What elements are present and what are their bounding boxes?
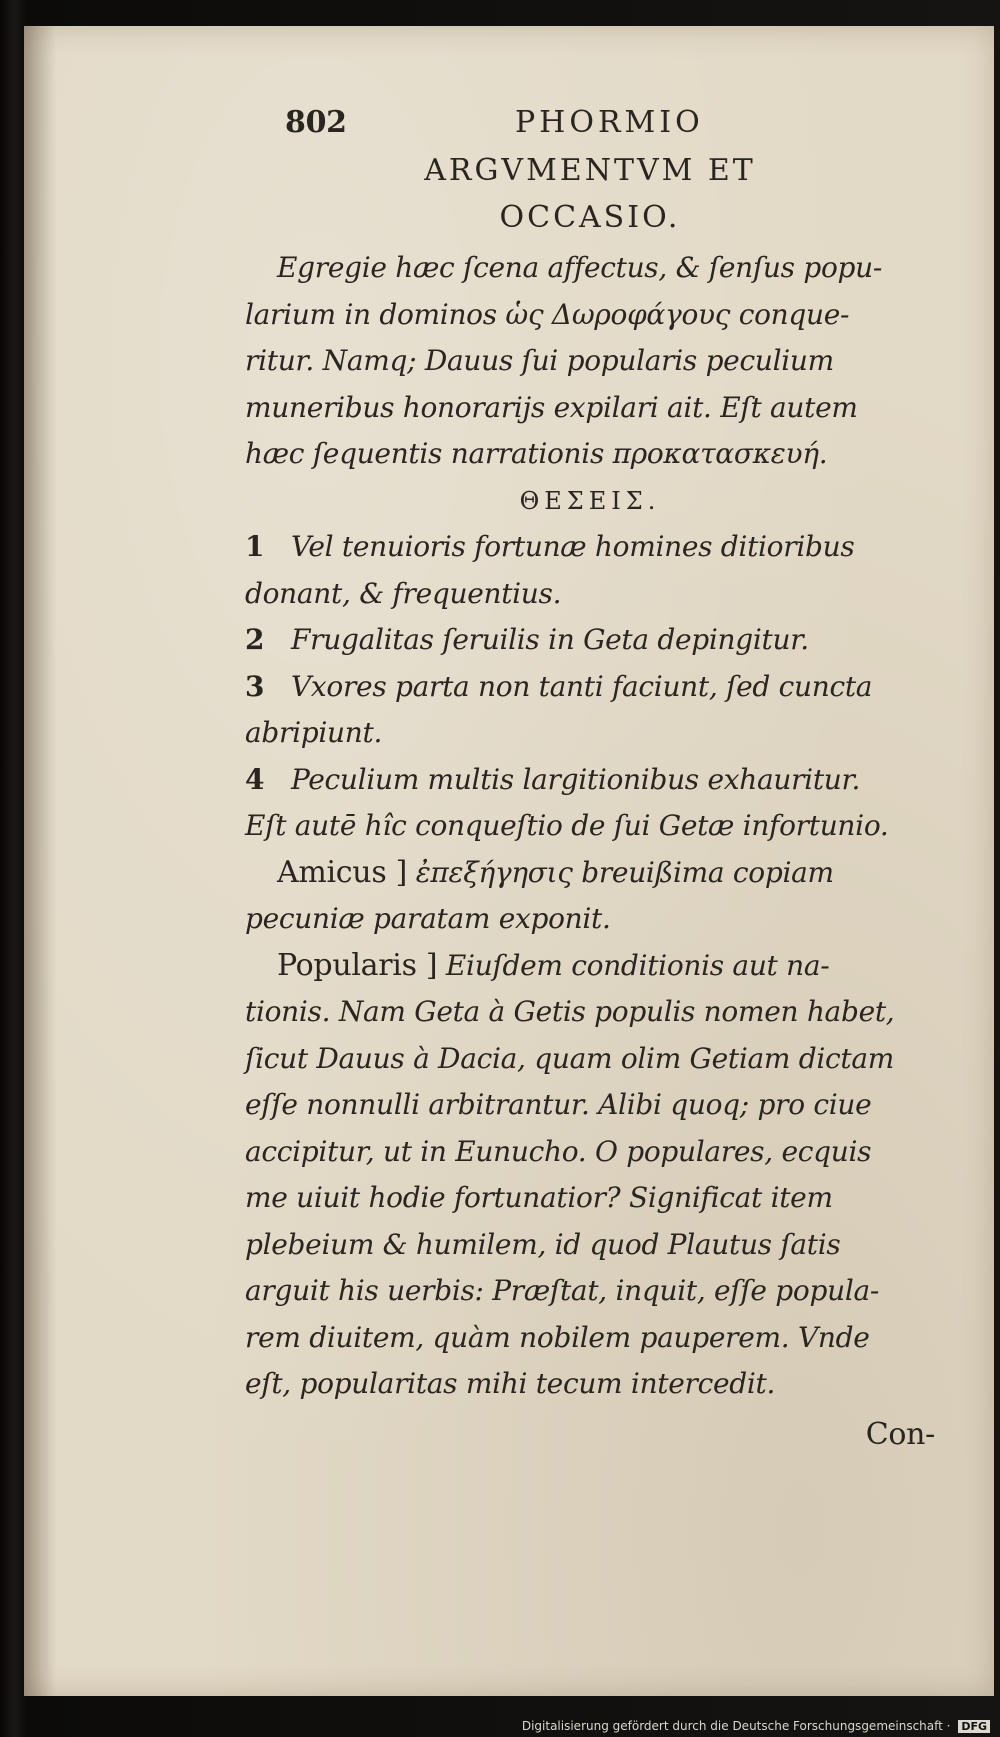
thesis-line: abripiunt. xyxy=(245,716,383,749)
thesis-number: 1 xyxy=(245,530,265,563)
catchword: Con- xyxy=(865,1416,935,1452)
digitization-credit xyxy=(0,1719,990,1733)
page-text-block xyxy=(245,100,935,1458)
thesis-number: 3 xyxy=(245,669,265,703)
argument-line: muneribus honorarijs expilari ait. Eſt autem xyxy=(245,390,858,424)
running-title: PHORMIO xyxy=(515,105,704,140)
dfg-logo-icon: DFG xyxy=(958,1720,990,1733)
thesis-number: 4 xyxy=(245,762,265,796)
thesis-text: Vxores parta non tanti faciunt, ſed cuncta xyxy=(291,669,873,703)
credit-text: Digitalisierung gefördert durch die Deutsche Forschungsgemeinschaft · xyxy=(521,1719,951,1733)
note-text: ἐπεξήγησις breuißima copiam xyxy=(415,855,834,889)
thesis-number: 2 xyxy=(245,623,265,656)
thesis-line xyxy=(245,757,935,804)
note-line: rem diuitem, quàm nobilem pauperem. Vnde xyxy=(245,1320,870,1354)
theses-list xyxy=(245,524,935,850)
note-lemma: Amicus ] xyxy=(277,854,408,890)
thesis-text: Peculium multis largitionibus exhauritur. xyxy=(291,762,861,796)
note-lemma: Popularis ] xyxy=(277,947,438,983)
note-line: arguit his uerbis: Præſtat, inquit, eſſe popula- xyxy=(245,1274,880,1307)
argument-paragraph xyxy=(245,245,935,478)
page-number: 802 xyxy=(285,105,347,140)
argument-line: hæc ſequentis narrationis προκατασκευή. xyxy=(245,437,828,470)
argument-line: Egregie hæc ſcena affectus, & ſenſus popu- xyxy=(277,251,883,284)
section-title-line-2: OCCASIO. xyxy=(499,199,681,235)
note-line xyxy=(245,943,935,990)
note-line: accipitur, ut in Eunucho. O populares, ecquis xyxy=(245,1134,872,1168)
thesis-conclusion: Eſt autē hîc conqueſtio de ſui Getæ infortunio. xyxy=(245,809,889,842)
note-text: Eiuſdem conditionis aut na- xyxy=(445,948,830,982)
thesis-line xyxy=(245,664,935,711)
note-line xyxy=(245,850,935,897)
note-line: me uiuit hodie fortunatior? Significat item xyxy=(245,1181,833,1214)
note-popularis xyxy=(245,943,935,1408)
note-line: tionis. Nam Geta à Getis populis nomen habet, xyxy=(245,995,895,1028)
note-line: plebeium & humilem, id quod Plautus ſatis xyxy=(245,1227,841,1261)
note-amicus xyxy=(245,850,935,943)
note-line: eſſe nonnulli arbitrantur. Alibi quoq; pro ciue xyxy=(245,1088,872,1121)
thesis-line xyxy=(245,617,935,664)
thesis-text: Frugalitas ſeruilis in Geta depingitur. xyxy=(291,623,809,656)
thesis-line xyxy=(245,524,935,571)
thesis-line: donant, & frequentius. xyxy=(245,576,562,610)
page-gutter-shadow xyxy=(24,26,56,1696)
note-line: ſicut Dauus à Dacia, quam olim Getiam dictam xyxy=(245,1041,894,1075)
thesis-text: Vel tenuioris fortunæ homines ditioribus xyxy=(291,530,855,563)
argument-line: ritur. Namq; Dauus ſui popularis peculium xyxy=(245,344,834,377)
section-title-line-1: ARGVMENTVM ET xyxy=(424,153,756,188)
note-line: eſt, popularitas mihi tecum intercedit. xyxy=(245,1367,776,1400)
argument-line: larium in dominos ὡς Δωροφάγους conque- xyxy=(245,297,850,331)
note-line: pecuniæ paratam exponit. xyxy=(245,902,611,935)
page-header xyxy=(245,100,935,148)
theseis-heading: ΘΕΣΕΙΣ. xyxy=(519,486,661,515)
